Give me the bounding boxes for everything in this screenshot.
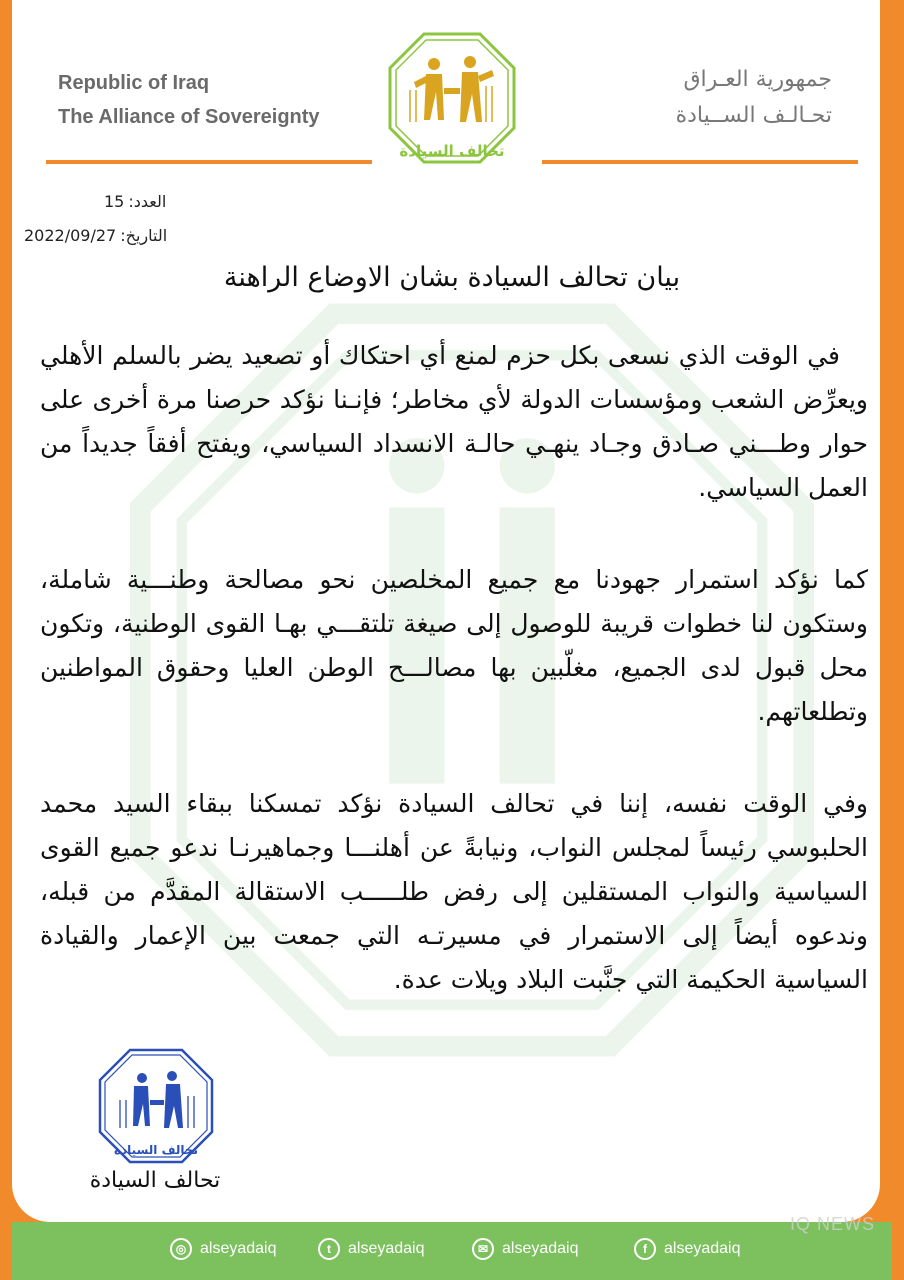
issue-date-value: 2022/09/27 bbox=[24, 225, 117, 245]
signature-logo-text: تحالف السيادة bbox=[113, 1143, 199, 1157]
social-handle: alseyadaiq bbox=[502, 1240, 579, 1257]
signature-logo bbox=[96, 1046, 216, 1166]
paragraph-3: وفي الوقت نفسه، إننا في تحالف السيادة نؤكد تمسكنا ببقاء السيد محمد الحلبوسي رئيساً لمجلس النواب، ونيابةً عن أهلنـــا وجماهيرنـا ندعو جميع القوى السياسية والنواب المستقلين إلى رفض طلـــــب الاستقالة المقدَّم من قبله، وندعوه أيضاً إلى الاستمرار في مسيرتـه التي جمعت بين الإعمار والقيادة السياسية الحكيمة التي جنَّبت البلاد ويلات عدة. bbox=[40, 789, 868, 994]
issue-number-label: العدد: bbox=[128, 191, 167, 211]
email-icon: ✉ bbox=[472, 1238, 494, 1260]
footer-bar bbox=[12, 1222, 892, 1280]
social-dribbble[interactable] bbox=[170, 1238, 277, 1260]
alliance-name-en: The Alliance of Sovereignty bbox=[58, 106, 320, 128]
signature-name: تحالف السيادة bbox=[89, 1168, 221, 1193]
social-email[interactable] bbox=[472, 1238, 579, 1260]
issue-date-row bbox=[24, 218, 167, 252]
alliance-name-ar: تحـالـف الســيادة bbox=[675, 103, 832, 128]
iq-news-watermark: IQ NEWS bbox=[790, 1214, 876, 1234]
logo-text: تحالف السيادة bbox=[399, 142, 505, 160]
paragraph-1: في الوقت الذي نسعى بكل حزم لمنع أي احتكاك أو تصعيد يضر بالسلم الأهلي ويعرِّض الشعب ومؤسسات الدولة لأي مخاطر؛ فإنـنا نؤكد حرصنا مرة أخرى على حوار وطـــني صـادق وجـاد ينهـي حالـة الانسداد السياسي، ويفتح أفقاً جديداً من العمل السياسي. bbox=[40, 341, 868, 502]
header-english bbox=[58, 66, 320, 134]
country-name-ar: جمهورية العـراق bbox=[683, 67, 832, 92]
header-rule-right bbox=[542, 160, 858, 164]
paragraph-2: كما نؤكد استمرار جهودنا مع جميع المخلصين نحو مصالحة وطنـــية شاملة، وستكون لنا خطوات قريبة للوصول إلى صيغة تلتقـــي بهـا القوى الوطنية، وتكون محل قبول لدى الجميع، مغلّبين بها مصالـــح الوطن العليا وحقوق المواطنين وتطلعاتهم. bbox=[40, 565, 868, 726]
issue-number-row bbox=[24, 184, 167, 218]
document-body bbox=[40, 334, 868, 1050]
document-title: بيان تحالف السيادة بشان الاوضاع الراهنة bbox=[223, 262, 681, 293]
dribbble-icon: ◎ bbox=[170, 1238, 192, 1260]
header-rule-left bbox=[46, 160, 372, 164]
alliance-logo bbox=[386, 30, 518, 172]
social-facebook[interactable] bbox=[634, 1238, 741, 1260]
facebook-icon: f bbox=[634, 1238, 656, 1260]
social-handle: alseyadaiq bbox=[348, 1240, 425, 1257]
twitter-icon: t bbox=[318, 1238, 340, 1260]
social-handle: alseyadaiq bbox=[664, 1240, 741, 1257]
issue-number-value: 15 bbox=[104, 191, 125, 211]
social-twitter[interactable] bbox=[318, 1238, 425, 1260]
issue-date-label: التاريخ: bbox=[120, 225, 168, 245]
document-meta bbox=[24, 184, 167, 252]
header-arabic bbox=[676, 62, 832, 134]
social-handle: alseyadaiq bbox=[200, 1240, 277, 1257]
country-name-en: Republic of Iraq bbox=[58, 72, 210, 94]
